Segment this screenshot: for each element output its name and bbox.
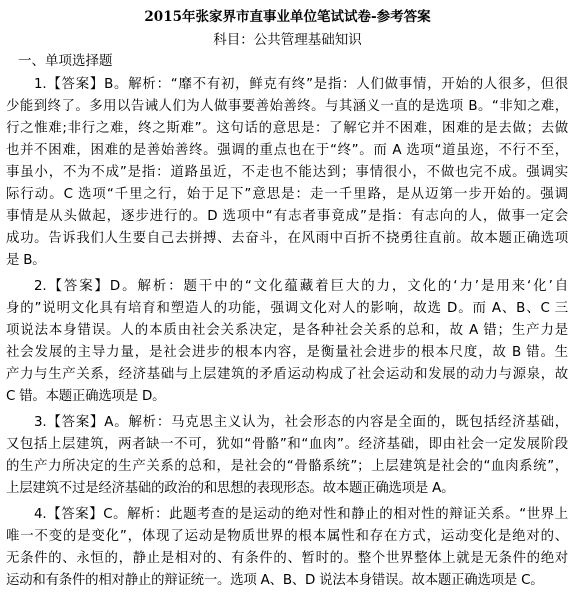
answer-text-line: 是 B。 [6, 253, 46, 268]
answer-text-line: 事情是从头做起，逐步进行的。D 选项中“有志者事竟成”是指：有志向的人，做事一定会 [6, 209, 568, 224]
answers-list [6, 74, 568, 596]
answer-text-line: 又包括上层建筑，两者缺一不可，犹如“骨骼”和“血肉”。经济基础，即由社会一定发展阶段 [6, 437, 568, 452]
answer-text-line: 运动和有条件的相对静止的辩证统一。选项 A、B、D 说法本身错误。故本题正确选项是 C。 [6, 573, 544, 588]
answer-text-line: 少能到终了。多用以告诫人们为人做事要善始善终。与其涵义一直的是选项 B。“非知之难， [6, 99, 568, 114]
answer-text-line: C 错。本题正确选项是 D。 [6, 389, 166, 404]
answer-text-line: 事虽小，不为不成”是指：道路虽近，不走也不能达到；事情很小，不做也完不成。强调实 [6, 165, 568, 180]
answer-text-line: 社会发展的主导力量，是社会进步的根本内容，是衡量社会进步的根本尺度，故 B 错。生 [6, 345, 568, 360]
answer-text-line: 成功。告诉我们人生要自己去拼搏、去奋斗，在风雨中百折不挠勇往直前。故本题正确选项 [6, 231, 568, 246]
answer-item-1 [6, 74, 568, 272]
document-title: 2015年张家界市直事业单位笔试试卷-参考答案 [144, 9, 431, 25]
answer-text-line: 无条件的、永恒的，静止是相对的、有条件的、暂时的。整个世界整体上就是无条件的绝对 [6, 551, 568, 566]
answer-text-line: 的生产力所决定的生产关系的总和，是社会的“骨骼系统”；上层建筑是社会的“血肉系统”， [6, 459, 568, 474]
answer-item-3 [6, 412, 568, 500]
answer-text-line: 1.【答案】B。解析：“靡不有初，鲜克有终”是指：人们做事情，开始的人很多，但很 [34, 77, 568, 92]
answer-text-line: 行之惟难;非行之难，终之斯难”。这句话的意思是：了解它并不困难，困难的是去做；去做 [6, 121, 568, 136]
answer-text-line: 唯一不变的是变化”，体现了运动是物质世界的根本属性和存在方式，运动变化是绝对的、 [6, 529, 568, 544]
answer-text-line: 项说法本身错误。人的本质由社会关系决定，是各种社会关系的总和，故 A 错；生产力是 [6, 323, 568, 338]
section-heading: 一、单项选择题 [18, 53, 113, 69]
answer-text-line: 4.【答案】C。解析：此题考查的是运动的绝对性和静止的相对性的辩证关系。“世界上 [34, 507, 568, 522]
answer-item-2 [6, 276, 568, 408]
answer-text-line: 身的”说明文化具有培育和塑造人的功能，强调文化对人的影响，故选 D。而 A、B、C 三 [6, 301, 568, 316]
answer-text-line: 也并不困难，困难的是善始善终。强调的重点也在于“终”。而 A 选项“道虽迩，不行不至， [6, 143, 568, 158]
answer-text-line: 上层建筑不过是经济基础的政治的和思想的表现形态。故本题正确选项是 A。 [6, 481, 455, 496]
answer-text-line: 3.【答案】A。解析：马克思主义认为，社会形态的内容是全面的，既包括经济基础， [34, 415, 568, 430]
document-subject: 科目：公共管理基础知识 [213, 32, 362, 48]
answer-text-line: 产力与生产关系，经济基础与上层建筑的矛盾运动构成了社会运动和发展的动力与源泉，故 [6, 367, 568, 382]
answer-text-line: 际行动。C 选项“千里之行，始于足下”意思是：走一千里路，是从迈第一步开始的。强调 [6, 187, 568, 202]
answer-text-line: 2.【答案】D。解析：题干中的“文化蕴藏着巨大的力，文化的‘力’是用来‘化’自 [34, 279, 568, 294]
answer-item-4 [6, 504, 568, 592]
